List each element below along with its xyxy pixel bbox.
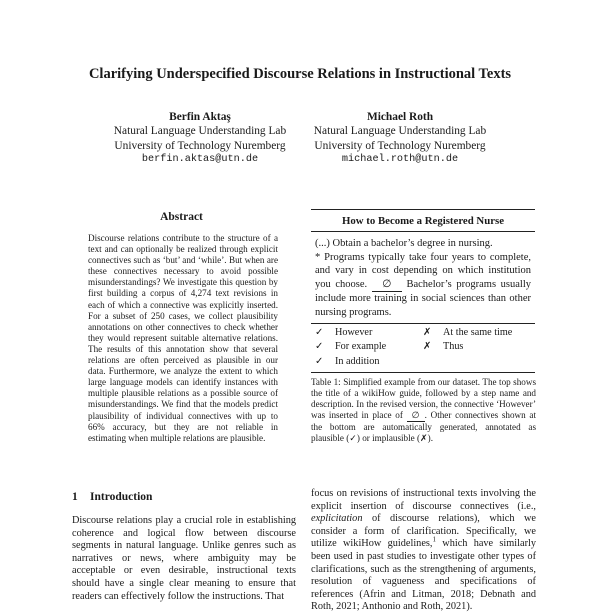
caption-blank: ∅	[407, 410, 425, 422]
author-block-2	[290, 110, 510, 168]
cross-icon: ✗	[423, 341, 432, 353]
example-box-title: How to Become a Registered Nurse	[311, 210, 535, 232]
connective-options	[311, 323, 535, 373]
author-block-1	[90, 110, 310, 168]
check-icon: ✓	[315, 326, 324, 338]
author-affiliation: Natural Language Understanding Lab	[313, 125, 487, 138]
check-icon: ✓	[315, 355, 324, 367]
section-heading	[72, 491, 152, 503]
author-institution: University of Technology Nuremberg	[314, 139, 486, 152]
connective-label: At the same time	[443, 326, 513, 338]
author-name: Michael Roth	[366, 111, 434, 123]
abstract-heading: Abstract	[160, 211, 203, 223]
example-box-body	[311, 232, 535, 323]
paper-title: Clarifying Underspecified Discourse Relations in Instructional Texts	[88, 66, 512, 82]
footnote-marker[interactable]: 1	[432, 535, 436, 544]
table-caption: Table 1: Simplified example from our dataset. The top shows the title of a wikiHow guide, followed by a step name and description. In the revised version, the connective ‘However’ was inserted in place of ∅ . Other connectives shown at the bottom are automatically generated, annotated as plausible (✓) or implausible (✗).	[311, 377, 537, 444]
author-institution: University of Technology Nuremberg	[114, 139, 286, 152]
author-name: Berfin Aktaş	[169, 111, 231, 123]
section-number: 1	[72, 491, 78, 503]
example-description: * Programs typically take four years to complete, and vary in cost depending on which institution you choose. ∅ Bachelor’s programs usually include more training in social sciences than other nursing programs.	[315, 251, 532, 318]
example-step: (...) Obtain a bachelor’s degree in nursing.	[315, 238, 493, 249]
example-box	[311, 209, 535, 373]
connective-label: For example	[335, 341, 387, 353]
insertion-blank: ∅	[372, 278, 402, 293]
right-column-text: focus on revisions of instructional texts involving the explicit insertion of discourse connectives (i.e., explicitation of discourse relations), which we consider a form of clarification. Specifically, we utilize wikiHow guidelines,$^1$ which have similarly been used in past studies to investigate other types of clarifications, such as the strengthening of arguments, resolution of vagueness and specifications of references (Afrin and Litman, 2018; Debnath and Roth, 2021; Anthonio and Roth, 2021).	[311, 488, 537, 613]
check-icon: ✓	[315, 341, 324, 353]
abstract-text: Discourse relations contribute to the structure of a text and can optionally be realized through explicit connectives such as ‘but’ and ‘while’. But when are these connectives necessary to avoid possible misunderstandings? We investigate this question by first building a corpus of 4,274 text revisions in each of which a connective was explicitly inserted. For a subset of 250 cases, we collect plausibility annotations on other connectives to check whether they would represent suitable alternative relations. The results of this annotation show that several relations are often perceived as plausible in our data. Furthermore, we analyze the extent to which large language models can identify instances with multiple plausible relations as a possible source of misunderstandings. We find that the models predict plausibility of individual connectives with up to 66% accuracy, but they are not reliable in estimating when multiple relations are plausible.	[88, 233, 278, 443]
author-email[interactable]: michael.roth@utn.de	[341, 154, 459, 166]
author-affiliation: Natural Language Understanding Lab	[113, 125, 287, 138]
cross-icon: ✗	[423, 326, 432, 338]
introduction-text: Discourse relations play a crucial role in establishing coherence and logical flow between discourse segments in natural language. Unlike genres such as narratives or news, where ambiguity may be acceptable or even desirable, instructional texts should have a single clear meaning to ensure that readers can effectively follow the instructions. That	[72, 515, 296, 602]
emphasis-term: explicitation	[311, 513, 363, 525]
connective-label: However	[335, 326, 373, 338]
connective-label: Thus	[443, 341, 464, 353]
section-title: Introduction	[90, 491, 153, 503]
author-email[interactable]: berfin.aktas@utn.de	[141, 154, 259, 166]
connective-label: In addition	[335, 355, 380, 367]
